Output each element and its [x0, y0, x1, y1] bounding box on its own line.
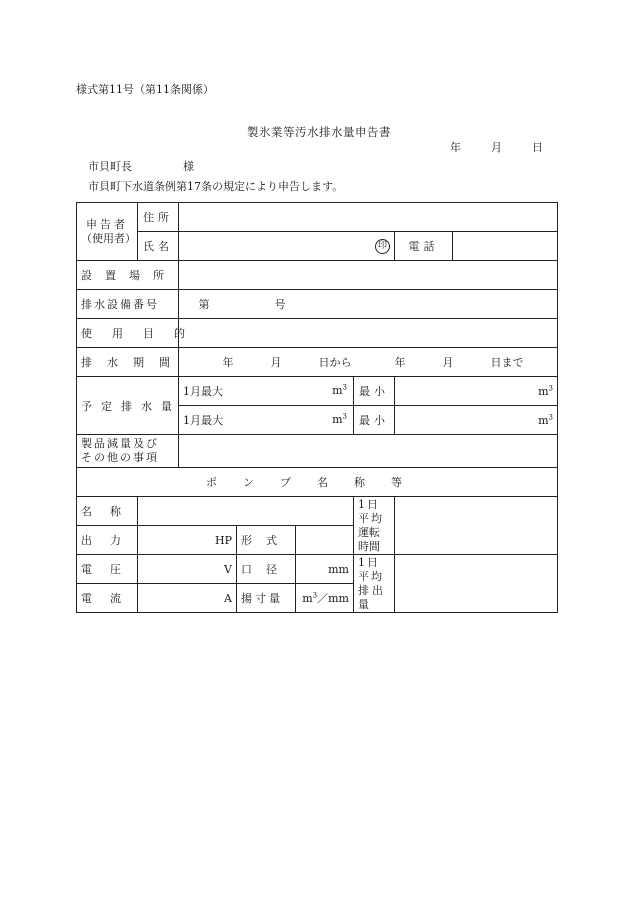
address-label-cell — [138, 203, 179, 232]
minimum-field-2[interactable] — [395, 406, 558, 435]
phone-label-cell — [395, 232, 453, 261]
unit-exponent: 3 — [342, 412, 347, 421]
unit-m: m — [538, 413, 549, 427]
row-pump-name — [77, 497, 558, 526]
facility-number-label-cell — [77, 290, 179, 319]
phone-label: 電話 — [408, 240, 439, 253]
lift-unit-m: m — [302, 592, 313, 605]
output-field[interactable] — [138, 526, 237, 555]
period-from-year: 年 — [222, 356, 234, 369]
facility-number-prefix: 第 — [198, 298, 210, 311]
applicant-label: 申告者 — [86, 217, 128, 231]
model-label: 形式 — [241, 534, 291, 547]
name-label-cell — [138, 232, 179, 261]
address-field[interactable] — [179, 203, 558, 232]
lift-label: 揚寸量 — [241, 592, 283, 605]
product-label-line1: 製品減量及び — [81, 437, 159, 450]
addressee-name: 市貝町長 — [88, 160, 132, 173]
location-label: 設置場所 — [81, 269, 177, 282]
seal-mark: 印 — [375, 239, 390, 254]
pump-name-label: 名称 — [81, 505, 139, 518]
row-location — [77, 261, 558, 290]
daily-discharge-line1: 1日平均 — [358, 555, 384, 583]
purpose-label-cell — [77, 319, 205, 348]
current-unit: A — [224, 591, 232, 605]
lift-unit-suffix: ／mm — [317, 592, 349, 605]
voltage-field[interactable] — [138, 555, 237, 584]
model-label-cell — [237, 526, 296, 555]
row-product-other — [77, 435, 558, 468]
applicant-sub-label: （使用者） — [81, 231, 136, 245]
unit-m: m — [332, 384, 343, 397]
product-field[interactable] — [179, 435, 558, 468]
date-month: 月 — [491, 141, 502, 154]
product-label-line2: その他の事項 — [81, 451, 159, 464]
location-field[interactable] — [179, 261, 558, 290]
monthly-max-unit-2 — [332, 413, 347, 426]
current-label: 電流 — [81, 592, 139, 605]
unit-m: m — [538, 384, 549, 398]
declaration-form-table — [76, 202, 558, 613]
phone-field[interactable] — [453, 232, 558, 261]
applicant-label-cell — [77, 203, 138, 261]
unit-exponent: 3 — [548, 383, 553, 392]
daily-runtime-field[interactable] — [395, 497, 558, 555]
row-period — [77, 348, 558, 377]
pump-name-label-cell — [77, 497, 138, 526]
date-line — [450, 141, 543, 155]
daily-runtime-label-cell — [354, 497, 395, 555]
facility-number-label: 排水設備番号 — [81, 298, 159, 311]
period-label: 排水期間 — [81, 356, 185, 369]
period-to-year: 年 — [394, 356, 406, 369]
product-label-cell — [77, 435, 179, 468]
monthly-max-label-1: 1月最大 — [183, 385, 223, 398]
facility-number-field[interactable] — [179, 290, 558, 319]
monthly-max-field-1[interactable] — [179, 377, 354, 406]
monthly-max-unit-1 — [332, 384, 347, 397]
minimum-label-2: 最小 — [359, 414, 389, 427]
bore-label-cell — [237, 555, 296, 584]
period-field[interactable] — [179, 348, 558, 377]
minimum-label-1: 最小 — [359, 385, 389, 398]
bore-label: 口径 — [241, 563, 291, 576]
model-field[interactable] — [296, 526, 354, 555]
row-facility-number — [77, 290, 558, 319]
minimum-label-cell-2 — [354, 406, 395, 435]
pump-section-cell — [77, 468, 558, 497]
row-applicant-name — [77, 232, 558, 261]
row-applicant-address — [77, 203, 558, 232]
daily-discharge-label-cell — [354, 555, 395, 613]
form-number: 様式第11号（第11条関係） — [76, 83, 214, 96]
unit-exponent: 3 — [342, 383, 347, 392]
location-label-cell — [77, 261, 179, 290]
period-from-month: 月 — [270, 356, 282, 369]
date-day: 日 — [532, 141, 543, 154]
address-label: 住所 — [143, 211, 173, 224]
period-from-day: 日から — [318, 356, 352, 369]
daily-runtime-line1: 1日平均 — [358, 497, 384, 525]
minimum-label-cell-1 — [354, 377, 395, 406]
bore-field[interactable] — [296, 555, 354, 584]
row-planned-volume-1 — [77, 377, 558, 406]
voltage-unit: V — [224, 562, 232, 576]
daily-discharge-line2: 排出量 — [358, 583, 386, 611]
period-label-cell — [77, 348, 185, 377]
monthly-max-field-2[interactable] — [179, 406, 354, 435]
output-label: 出力 — [81, 534, 139, 547]
unit-exponent: 3 — [548, 412, 553, 421]
purpose-field[interactable] — [179, 319, 558, 348]
voltage-label: 電圧 — [81, 563, 139, 576]
planned-volume-label: 予定排水量 — [81, 399, 181, 413]
monthly-max-label-2: 1月最大 — [183, 414, 223, 427]
daily-runtime-line2: 運転時間 — [358, 525, 380, 553]
unit-exponent: 3 — [312, 591, 318, 600]
row-purpose — [77, 319, 558, 348]
facility-number-suffix: 号 — [274, 298, 286, 311]
pump-section-label: ポンプ名称等 — [206, 476, 428, 489]
bore-unit: mm — [328, 562, 349, 576]
name-field[interactable] — [179, 232, 395, 261]
minimum-field-1[interactable] — [395, 377, 558, 406]
declaration-text: 市貝町下水道条例第17条の規定により申告します。 — [88, 180, 344, 193]
pump-name-field[interactable] — [138, 497, 354, 526]
planned-volume-label-cell — [77, 377, 179, 435]
current-field[interactable] — [138, 584, 237, 613]
output-unit: HP — [215, 533, 232, 547]
date-year: 年 — [450, 141, 461, 154]
daily-discharge-field[interactable] — [395, 555, 558, 613]
form-title: 製氷業等汚水排水量申告書 — [247, 125, 391, 139]
row-pump-header — [77, 468, 558, 497]
purpose-label: 使用目的 — [81, 327, 205, 340]
output-label-cell — [77, 526, 138, 555]
addressee — [88, 160, 194, 174]
addressee-honorific: 様 — [183, 160, 194, 173]
row-voltage — [77, 555, 558, 584]
lift-label-cell — [237, 584, 296, 613]
current-label-cell — [77, 584, 138, 613]
voltage-label-cell — [77, 555, 138, 584]
name-label: 氏名 — [143, 240, 173, 253]
lift-field[interactable] — [296, 584, 354, 613]
lift-unit — [302, 592, 349, 605]
period-to-month: 月 — [442, 356, 454, 369]
period-to-day: 日まで — [490, 356, 524, 369]
unit-m: m — [332, 413, 343, 426]
